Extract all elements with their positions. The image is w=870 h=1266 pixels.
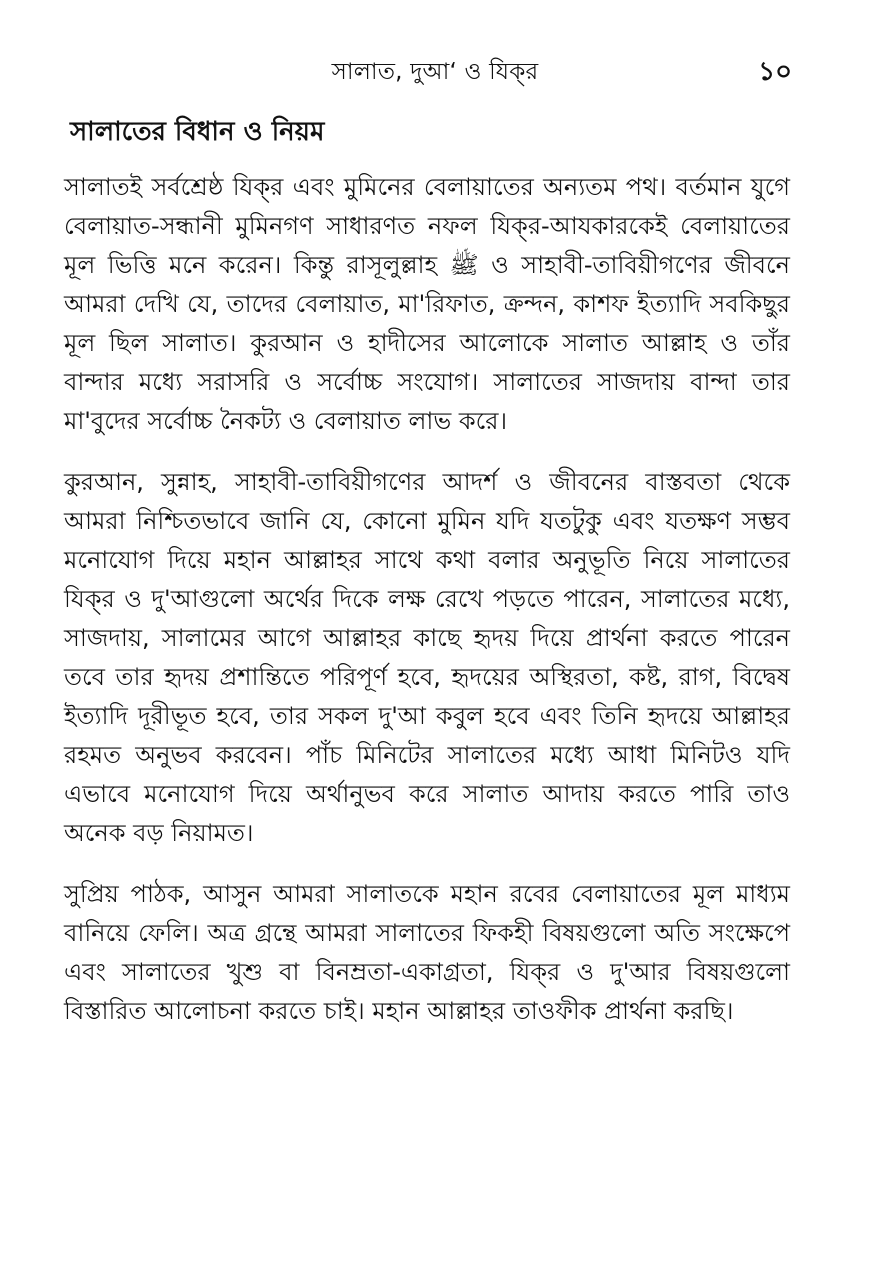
running-header [0,56,870,96]
section-heading: সালাতের বিধান ও নিয়ম [70,117,325,147]
paragraph-3: সুপ্রিয় পাঠক, আসুন আমরা সালাতকে মহান রবের বেলায়াতের মূল মাধ্যম বানিয়ে ফেলি। অত্র গ্রন্থে আমরা সালাতের ফিকহী বিষয়গুলো অতি সংক্ষেপে এবং সালাতের খুশু বা বিনম্রতা-একাগ্রতা, যিক্‌র ও দু'আর বিষয়গুলো বিস্তারিত আলোচনা করতে চাই। মহান আল্লাহর তাওফীক প্রার্থনা করছি। [64,880,790,1025]
running-title: সালাত, দুআ‘ ও যিক্‌র [331,59,539,85]
paragraph-1: সালাতই সর্বশ্রেষ্ঠ যিক্‌র এবং মুমিনের বেলায়াতের অন্যতম পথ। বর্তমান যুগে বেলায়াত-সন্ধানী মুমিনগণ সাধারণত নফল যিক্‌র-আযকারকেই বেলায়াতের মূল ভিত্তি মনে করেন। কিন্তু রাসূলুল্লাহ ﷺ ও সাহাবী-তাবিয়ীগণের জীবনে আমরা দেখি যে, তাদের বেলায়াত, মা'রিফাত, ক্রন্দন, কাশফ ইত্যাদি সবকিছুর মূল ছিল সালাত। কুরআন ও হাদীসের আলোকে সালাত আল্লাহ ও তাঁর বান্দার মধ্যে সরাসরি ও সর্বোচ্চ সংযোগ। সালাতের সাজদায় বান্দা তার মা'বুদের সর্বোচ্চ নৈকট্য ও বেলায়াত লাভ করে। [64,173,791,435]
body-text [64,168,790,1031]
paragraph-2: কুরআন, সুন্নাহ, সাহাবী-তাবিয়ীগণের আদর্শ ও জীবনের বাস্তবতা থেকে আমরা নিশ্চিতভাবে জানি যে, কোনো মুমিন যদি যতটুকু এবং যতক্ষণ সম্ভব মনোযোগ দিয়ে মহান আল্লাহর সাথে কথা বলার অনুভূতি নিয়ে সালাতের যিক্‌র ও দু'আগুলো অর্থের দিকে লক্ষ রেখে পড়তে পারেন, সালাতের মধ্যে, সাজদায়, সালামের আগে আল্লাহর কাছে হৃদয় দিয়ে প্রার্থনা করতে পারেন তবে তার হৃদয় প্রশান্তিতে পরিপূর্ণ হবে, হৃদয়ের অস্থিরতা, কষ্ট, রাগ, বিদ্বেষ ইত্যাদি দূরীভূত হবে, তার সকল দু'আ কবুল হবে এবং তিনি হৃদয়ে আল্লাহর রহমত অনুভব করবেন। পাঁচ মিনিটের সালাতের মধ্যে আধা মিনিটও যদি এভাবে মনোযোগ দিয়ে অর্থানুভব করে সালাত আদায় করতে পারি তাও অনেক বড় নিয়ামত। [64,468,790,847]
page-number: ১০ [758,57,792,87]
